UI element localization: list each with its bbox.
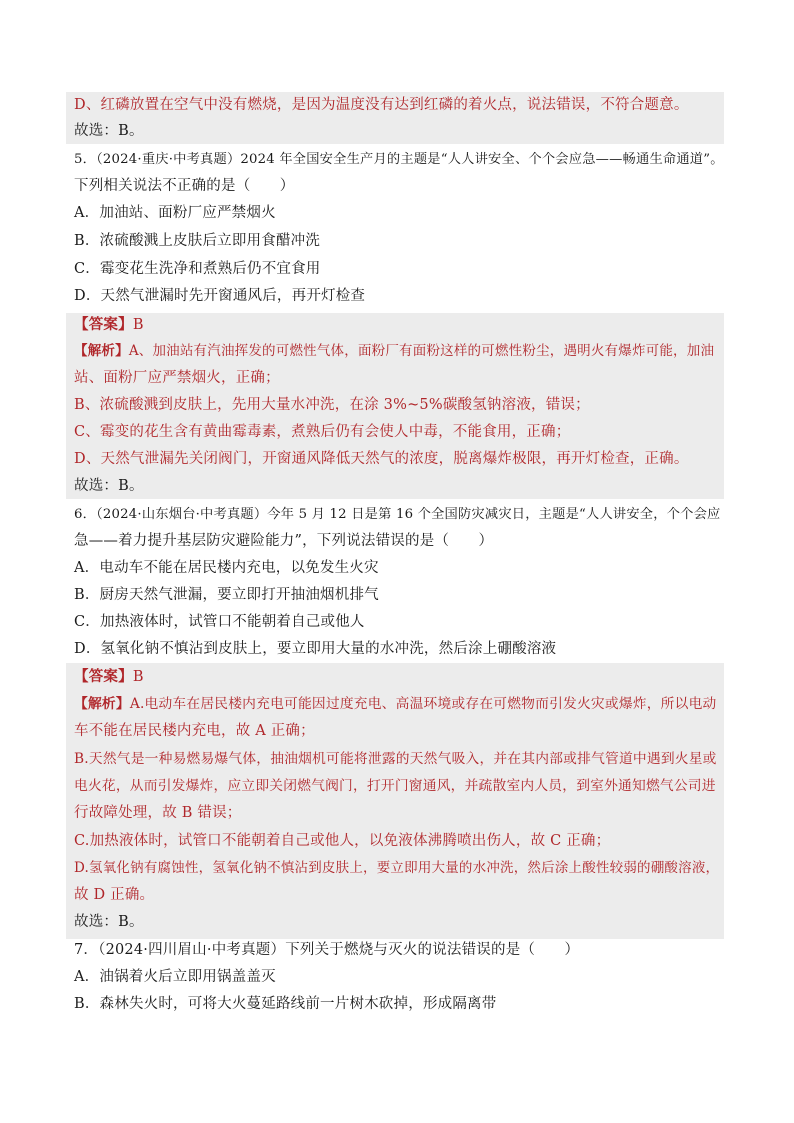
q6-answer [74, 663, 724, 690]
q6-analysis-a-1 [74, 691, 724, 718]
q5-option-d: D．天然气泄漏时先开窗通风后，再开灯检查 [74, 288, 366, 304]
q5-analysis-tag: 【解析】 [74, 343, 129, 359]
q6-option-a: A．电动车不能在居民楼内充电，以免发生火灾 [74, 560, 379, 576]
q6-option-c: C．加热液体时，试管口不能朝着自己或他人 [74, 614, 365, 630]
q4-explanation-d: D、红磷放置在空气中没有燃烧，是因为温度没有达到红磷的着火点，说法错误，不符合题意。 [74, 97, 689, 113]
q5-answer-value: B [132, 317, 144, 333]
q5-stem-line-1: 5．（2024·重庆·中考真题）2024 年全国安全生产月的主题是“人人讲安全、个个会应急——畅通生命通道”。 [74, 152, 724, 167]
q5-select: 故选：B。 [74, 478, 144, 494]
q5-answer [74, 311, 724, 338]
q7-option-a: A．油锅着火后立即用锅盖盖灭 [74, 969, 276, 985]
q4-select: 故选：B。 [74, 123, 144, 139]
q7-stem-line-1: 7．（2024·四川眉山·中考真题）下列关于燃烧与灭火的说法错误的是（ ） [74, 942, 580, 958]
q7-option-b: B．森林失火时，可将大火蔓延路线前一片树木砍掉，形成隔离带 [74, 996, 497, 1012]
q5-option-c: C．霉变花生洗净和煮熟后仍不宜食用 [74, 261, 321, 277]
q5-analysis-d: D、天然气泄漏先关闭阀门，开窗通风降低天然气的浓度，脱离爆炸极限，再开灯检查，正确。 [74, 451, 689, 467]
q6-analysis-d-2: 故 D 正确。 [74, 887, 155, 903]
q5-stem-line-2: 下列相关说法不正确的是（ ） [74, 178, 295, 194]
q6-option-b: B．厨房天然气泄漏，要立即打开抽油烟机排气 [74, 587, 379, 603]
q5-analysis-a-1 [74, 338, 724, 365]
q5-answer-tag: 【答案】 [74, 316, 133, 333]
q6-analysis-tag: 【解析】 [74, 696, 130, 712]
q6-analysis-b-2: 电火花，从而引发爆炸，应立即关闭燃气阀门，打开门窗通风，并疏散室内人员，到室外通知燃气公司进 [74, 778, 716, 794]
q6-stem-line-2: 急——着力提升基层防灾避险能力”，下列说法错误的是（ ） [74, 533, 494, 549]
q6-stem-line-1: 6．（2024·山东烟台·中考真题）今年 5 月 12 日是第 16 个全国防灾减灾日，主题是“人人讲安全，个个会应 [74, 507, 721, 522]
q6-analysis-b-3: 行故障处理，故 B 错误； [74, 805, 242, 821]
q6-option-d: D．氢氧化钠不慎沾到皮肤上，要立即用大量的水冲洗，然后涂上硼酸溶液 [74, 641, 557, 657]
q6-analysis-a-text: A.电动车在居民楼内充电可能因过度充电、高温环境或存在可燃物而引发火灾或爆炸，所以电动 [129, 696, 717, 712]
q6-select: 故选：B。 [74, 914, 144, 930]
q6-analysis-d-1: D.氢氧化钠有腐蚀性，氢氧化钠不慎沾到皮肤上，要立即用大量的水冲洗，然后涂上酸性较弱的硼酸溶液， [74, 860, 720, 876]
q6-answer-value: B [132, 669, 144, 685]
q6-answer-tag: 【答案】 [74, 668, 133, 685]
q5-analysis-a-text: A、加油站有汽油挥发的可燃性气体，面粉厂有面粉这样的可燃性粉尘，遇明火有爆炸可能，加油 [128, 343, 715, 359]
q5-analysis-a-2: 站、面粉厂应严禁烟火，正确； [74, 370, 280, 386]
q5-option-b: B．浓硫酸溅上皮肤后立即用食醋冲洗 [74, 233, 321, 249]
q5-option-a: A．加油站、面粉厂应严禁烟火 [74, 205, 276, 221]
q5-analysis-b: B、浓硫酸溅到皮肤上，先用大量水冲洗，在涂 3%~5%碳酸氢钠溶液，错误； [74, 397, 590, 413]
q6-analysis-b-1: B.天然气是一种易燃易爆气体，抽油烟机可能将泄露的天然气吸入，并在其内部或排气管道中遇到火星或 [74, 751, 717, 767]
q5-analysis-c: C、霉变的花生含有黄曲霉毒素，煮熟后仍有会使人中毒，不能食用，正确； [74, 424, 571, 440]
q6-analysis-c: C.加热液体时，试管口不能朝着自己或他人，以免液体沸腾喷出伤人，故 C 正确； [74, 833, 611, 849]
q6-analysis-a-2: 车不能在居民楼内充电，故 A 正确； [74, 723, 315, 739]
